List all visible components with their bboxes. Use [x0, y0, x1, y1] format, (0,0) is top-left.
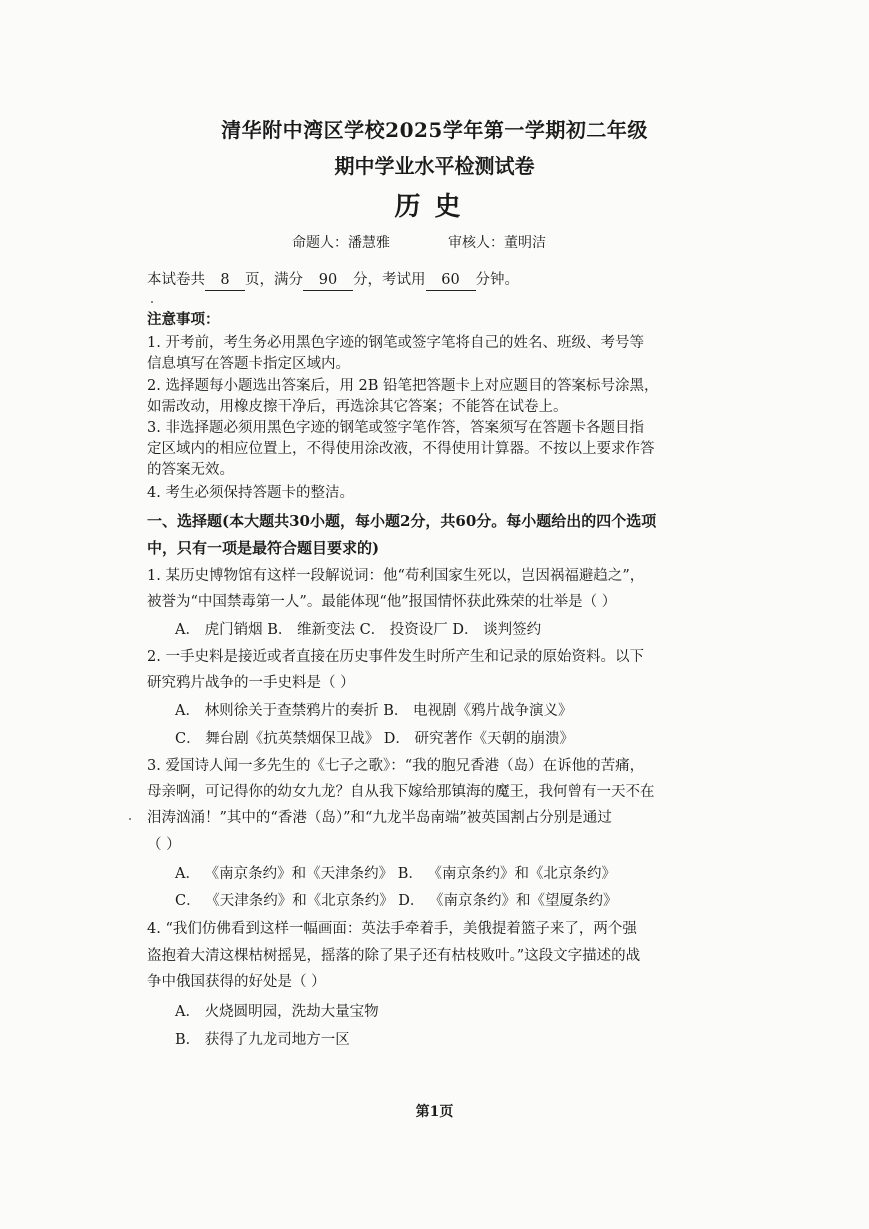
question-4-cont: 争中俄国获得的好处是（ ） — [147, 974, 326, 990]
authors-line — [292, 232, 546, 252]
note-line: 定区域内的相应位置上，不得使用涂改液，不得使用计算器。不按以上要求作答 — [147, 441, 655, 457]
scan-speck — [151, 301, 153, 303]
question-3-blank: （ ） — [147, 837, 181, 853]
section-heading: 一、选择题(本大题共30小题，每小题2分，共60分。每小题给出的四个选项 — [147, 512, 657, 530]
full-score: 90 — [303, 270, 353, 291]
question-3: 3. 爱国诗人闻一多先生的《七子之歌》：“我的胞兄香港（岛）在诉他的苦痛， — [147, 758, 645, 774]
note-line: 3. 非选择题必须用黑色字迹的钢笔或签字笔作答，答案须写在答题卡各题目指 — [147, 420, 644, 436]
question-4: 4. “我们仿佛看到这样一幅画面：英法手牵着手，美俄提着篮子来了，两个强 — [147, 921, 637, 937]
page-count: 8 — [205, 270, 245, 291]
question-2-cont: 研究鸦片战争的一手史料是（ ） — [147, 675, 355, 691]
note-line: 如需改动，用橡皮擦干净后，再选涂其它答案；不能答在试卷上。 — [147, 399, 568, 415]
notes-heading: 注意事项： — [147, 311, 220, 328]
exam-info: 本试卷共 8 页，满分 90 分，考试用 60 分钟。 — [147, 270, 519, 291]
exam-subtitle: 期中学业水平检测试卷 — [334, 154, 535, 178]
scan-speck — [129, 818, 131, 820]
exam-title: 清华附中湾区学校2025学年第一学期初二年级 — [221, 118, 648, 142]
note-line: 1. 开考前，考生务必用黑色字迹的钢笔或签字笔将自己的姓名、班级、考号等 — [147, 335, 644, 351]
question-2: 2. 一手史料是接近或者直接在历史事件发生时所产生和记录的原始资料。以下 — [147, 649, 644, 665]
page-number: 第1页 — [415, 1104, 454, 1120]
question-3-options-ab: A． 《南京条约》和《天津条约》 B． 《南京条约》和《北京条约》 — [175, 866, 616, 882]
question-3-cont: 母亲啊，可记得你的幼女九龙？自从我下嫁给那镇海的魔王，我何曾有一天不在 — [147, 784, 655, 800]
question-2-options-cd: C． 舞台剧《抗英禁烟保卫战》 D． 研究著作《天朝的崩溃》 — [175, 731, 575, 747]
question-1-options: A． 虎门销烟 B． 维新变法 C． 投资设厂 D． 谈判签约 — [175, 622, 542, 638]
question-4-option-a: A． 火烧圆明园，洗劫大量宝物 — [175, 1004, 379, 1020]
subject-title: 历史 — [394, 192, 475, 222]
note-line: 2. 选择题每小题选出答案后，用 2B 铅笔把答题卡上对应题目的答案标号涂黑， — [147, 378, 659, 394]
question-2-options-ab: A． 林则徐关于查禁鸦片的奏折 B． 电视剧《鸦片战争演义》 — [175, 703, 573, 719]
question-1: 1. 某历史博物馆有这样一段解说词：他“苟利国家生死以，岂因祸福避趋之”， — [147, 568, 645, 584]
note-line: 的答案无效。 — [147, 462, 234, 478]
note-line: 4. 考生必须保持答题卡的整洁。 — [147, 485, 354, 501]
question-4-option-b: B． 获得了九龙司地方一区 — [175, 1032, 350, 1048]
section-heading-cont: 中，只有一项是最符合题目要求的) — [147, 539, 380, 557]
question-1-cont: 被誉为“中国禁毒第一人”。最能体现“他”报国情怀获此殊荣的壮举是（ ） — [147, 594, 617, 610]
question-3-cont: 泪涛汹涌！”其中的“香港（岛）”和“九龙半岛南端”被英国割占分别是通过 — [147, 810, 612, 826]
exam-minutes: 60 — [426, 270, 476, 291]
reviewer: 审核人：董明洁 — [448, 235, 546, 251]
question-4-cont: 盗抱着大清这棵枯树摇晃，摇落的除了果子还有枯枝败叶。”这段文字描述的战 — [147, 948, 641, 964]
setter: 命题人：潘慧雅 — [292, 235, 390, 251]
question-3-options-cd: C． 《天津条约》和《北京条约》 D． 《南京条约》和《望厦条约》 — [175, 893, 618, 909]
note-line: 信息填写在答题卡指定区域内。 — [147, 356, 350, 372]
